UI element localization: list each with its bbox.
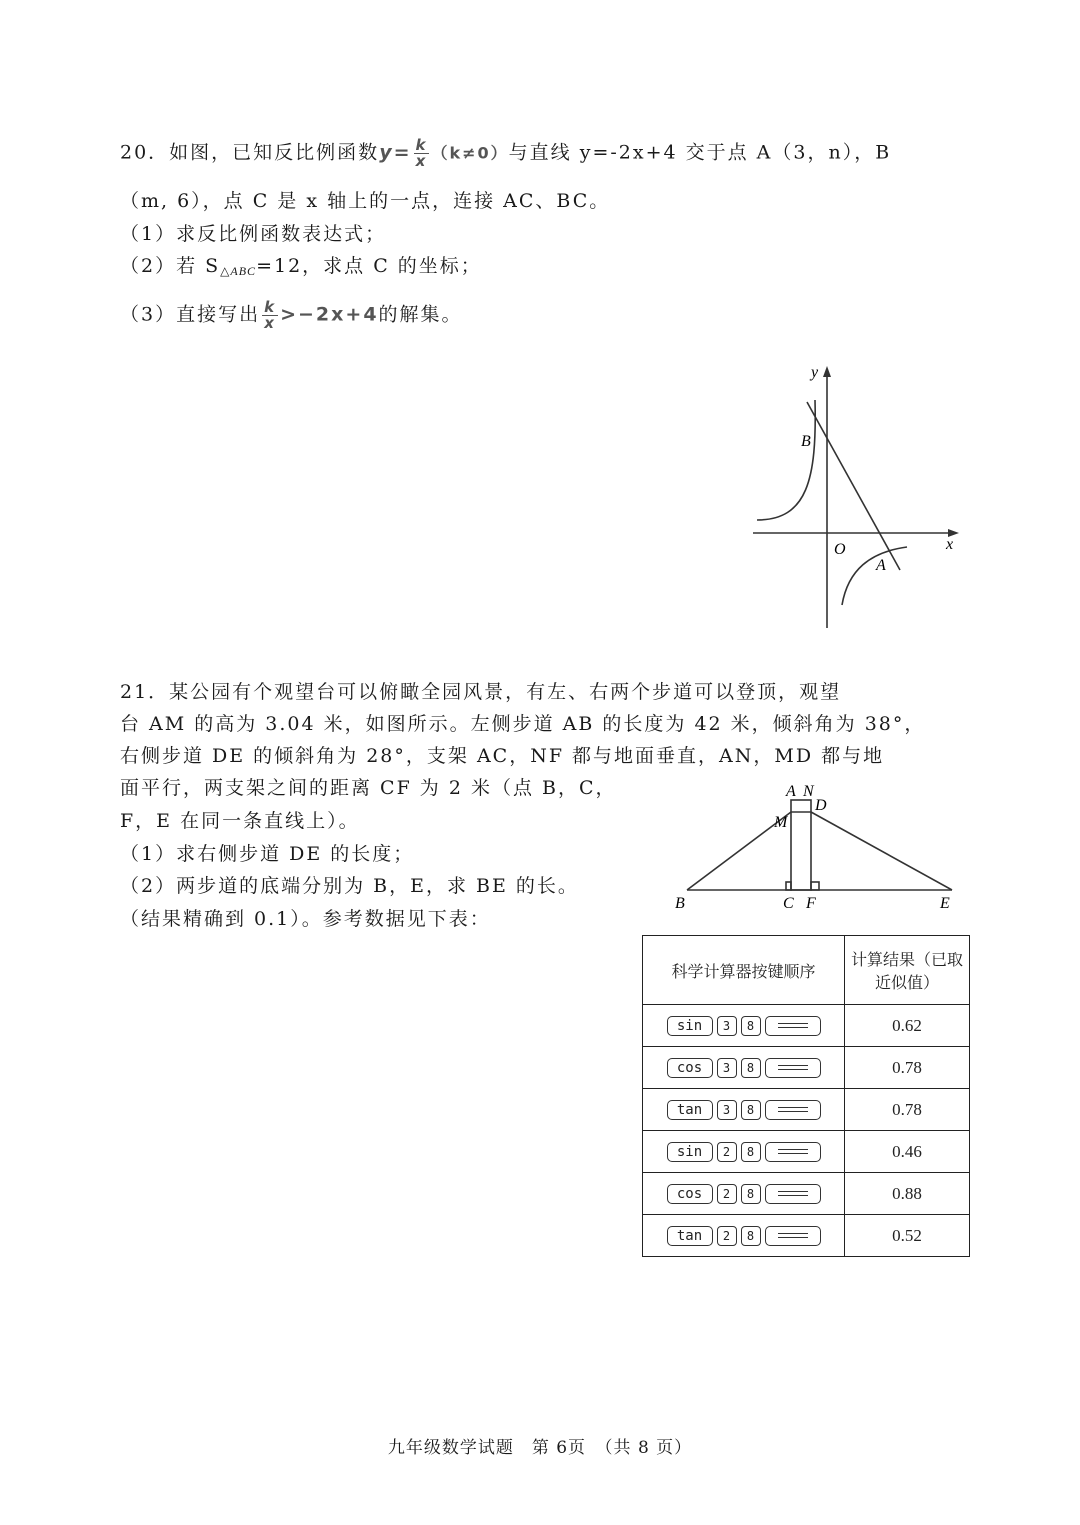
result-cell: 0.78 (845, 1089, 970, 1131)
q21-line3: 右侧步道 DE 的倾斜角为 28°，支架 AC，NF 都与地面垂直，AN，MD 都与地 (120, 745, 885, 767)
q20-part3 (120, 300, 463, 331)
label-n: N (803, 783, 814, 800)
result-cell: 0.46 (845, 1131, 970, 1173)
calc-key-digit: 2 (717, 1226, 737, 1246)
table-header-row (643, 936, 970, 1005)
q21-line4: 面平行，两支架之间的距离 CF 为 2 米（点 B，C， (120, 777, 617, 799)
q21-line2: 台 AM 的高为 3.04 米，如图所示。左侧步道 AB 的长度为 42 米，倾斜角为 38°， (120, 713, 926, 735)
header-result: 计算结果（已取近似值） (845, 936, 970, 1005)
calc-key-equals (765, 1016, 821, 1036)
q20-function-graph (745, 360, 970, 635)
calc-key-equals (765, 1226, 821, 1246)
calc-key-digit: 8 (741, 1100, 761, 1120)
right-angle-c (786, 882, 791, 890)
hyperbola-right-branch (842, 547, 907, 605)
q20-line1 (120, 138, 891, 169)
calc-key-fn: sin (667, 1142, 713, 1162)
label-a: A (786, 783, 796, 800)
reference-data-table (642, 935, 970, 1257)
key-sequence-cell (643, 1131, 845, 1173)
label-e: E (940, 895, 950, 912)
calc-key-fn: cos (667, 1184, 713, 1204)
calc-key-equals (765, 1058, 821, 1078)
right-angle-f (811, 882, 819, 890)
q20-line2: （m, 6），点 C 是 x 轴上的一点，连接 AC、BC。 (120, 190, 611, 212)
page-footer: 九年级数学试题 第 6页 （共 8 页） (387, 1438, 693, 1458)
label-b: B (675, 895, 685, 912)
label-m: M (774, 814, 788, 831)
part3-suffix: 的解集。 (378, 303, 463, 326)
label-f: F (806, 895, 816, 912)
calc-key-fn: cos (667, 1058, 713, 1078)
q21-part1: （1）求右侧步道 DE 的长度； (120, 843, 415, 865)
q21-part2: （2）两步道的底端分别为 B，E，求 BE 的长。 (120, 875, 579, 897)
fraction-k-over-x: $\frac{k}{x}$ (415, 136, 428, 170)
calc-key-digit: 3 (717, 1016, 737, 1036)
result-cell: 0.88 (845, 1173, 970, 1215)
table-row (643, 1215, 970, 1257)
area-subscript: △ABC (220, 264, 257, 278)
key-sequence-cell (643, 1089, 845, 1131)
part2-suffix: =12，求点 C 的坐标； (256, 255, 482, 277)
result-cell: 0.62 (845, 1005, 970, 1047)
header-key-sequence: 科学计算器按键顺序 (643, 936, 845, 1005)
q20-part1: （1）求反比例函数表达式； (120, 223, 387, 245)
calc-key-equals (765, 1184, 821, 1204)
q21-line1: 21．某公园有个观望台可以俯瞰全园风景，有左、右两个步道可以登顶，观望 (120, 681, 842, 703)
label-d: D (815, 797, 827, 814)
calc-key-digit: 3 (717, 1100, 737, 1120)
calc-key-digit: 8 (741, 1226, 761, 1246)
origin-label: O (834, 541, 846, 558)
q20-line-text: 与直线 y=-2x+4 交于点 A（3，n），B (508, 141, 892, 164)
calc-key-fn: sin (667, 1016, 713, 1036)
calc-key-digit: 8 (741, 1142, 761, 1162)
line-y-neg2x-4 (807, 402, 900, 570)
part3-prefix: （3）直接写出 (120, 303, 261, 326)
calc-key-equals (765, 1100, 821, 1120)
point-b-label: B (801, 433, 811, 450)
y-axis-label: y (811, 364, 819, 381)
result-cell: 0.78 (845, 1047, 970, 1089)
q21-note: （结果精确到 0.1）。参考数据见下表： (120, 908, 491, 930)
point-a-label: A (876, 557, 886, 574)
key-sequence-cell (643, 1215, 845, 1257)
calc-key-digit: 2 (717, 1142, 737, 1162)
table-row (643, 1089, 970, 1131)
k-condition: （k≠0） (431, 143, 509, 163)
calc-key-digit: 8 (741, 1016, 761, 1036)
q20-part2 (120, 252, 482, 285)
table-row (643, 1131, 970, 1173)
fraction-k-over-x-2: $\frac{k}{x}$ (264, 298, 277, 332)
func-y-label: y= (379, 141, 412, 164)
calc-key-digit: 3 (717, 1058, 737, 1078)
label-c: C (783, 895, 794, 912)
q20-intro-text: 20．如图，已知反比例函数 (120, 141, 380, 164)
x-axis-label: x (946, 536, 954, 553)
calc-key-digit: 8 (741, 1058, 761, 1078)
calc-key-digit: 2 (717, 1184, 737, 1204)
hyperbola-left-branch (757, 400, 815, 520)
platform-supports (791, 800, 811, 890)
table-row (643, 1173, 970, 1215)
y-axis-arrow (823, 366, 831, 377)
right-walkway-de (811, 812, 952, 890)
calc-key-digit: 8 (741, 1184, 761, 1204)
key-sequence-cell (643, 1173, 845, 1215)
calc-key-fn: tan (667, 1100, 713, 1120)
q21-line5: F，E 在同一条直线上）。 (120, 810, 360, 832)
inequality-expression: >−2x+4 (280, 303, 379, 326)
table-row (643, 1047, 970, 1089)
calc-key-fn: tan (667, 1226, 713, 1246)
calc-key-equals (765, 1142, 821, 1162)
key-sequence-cell (643, 1047, 845, 1089)
table-row (643, 1005, 970, 1047)
key-sequence-cell (643, 1005, 845, 1047)
result-cell: 0.52 (845, 1215, 970, 1257)
q21-platform-diagram (670, 780, 965, 915)
part2-prefix: （2）若 S (120, 255, 221, 277)
